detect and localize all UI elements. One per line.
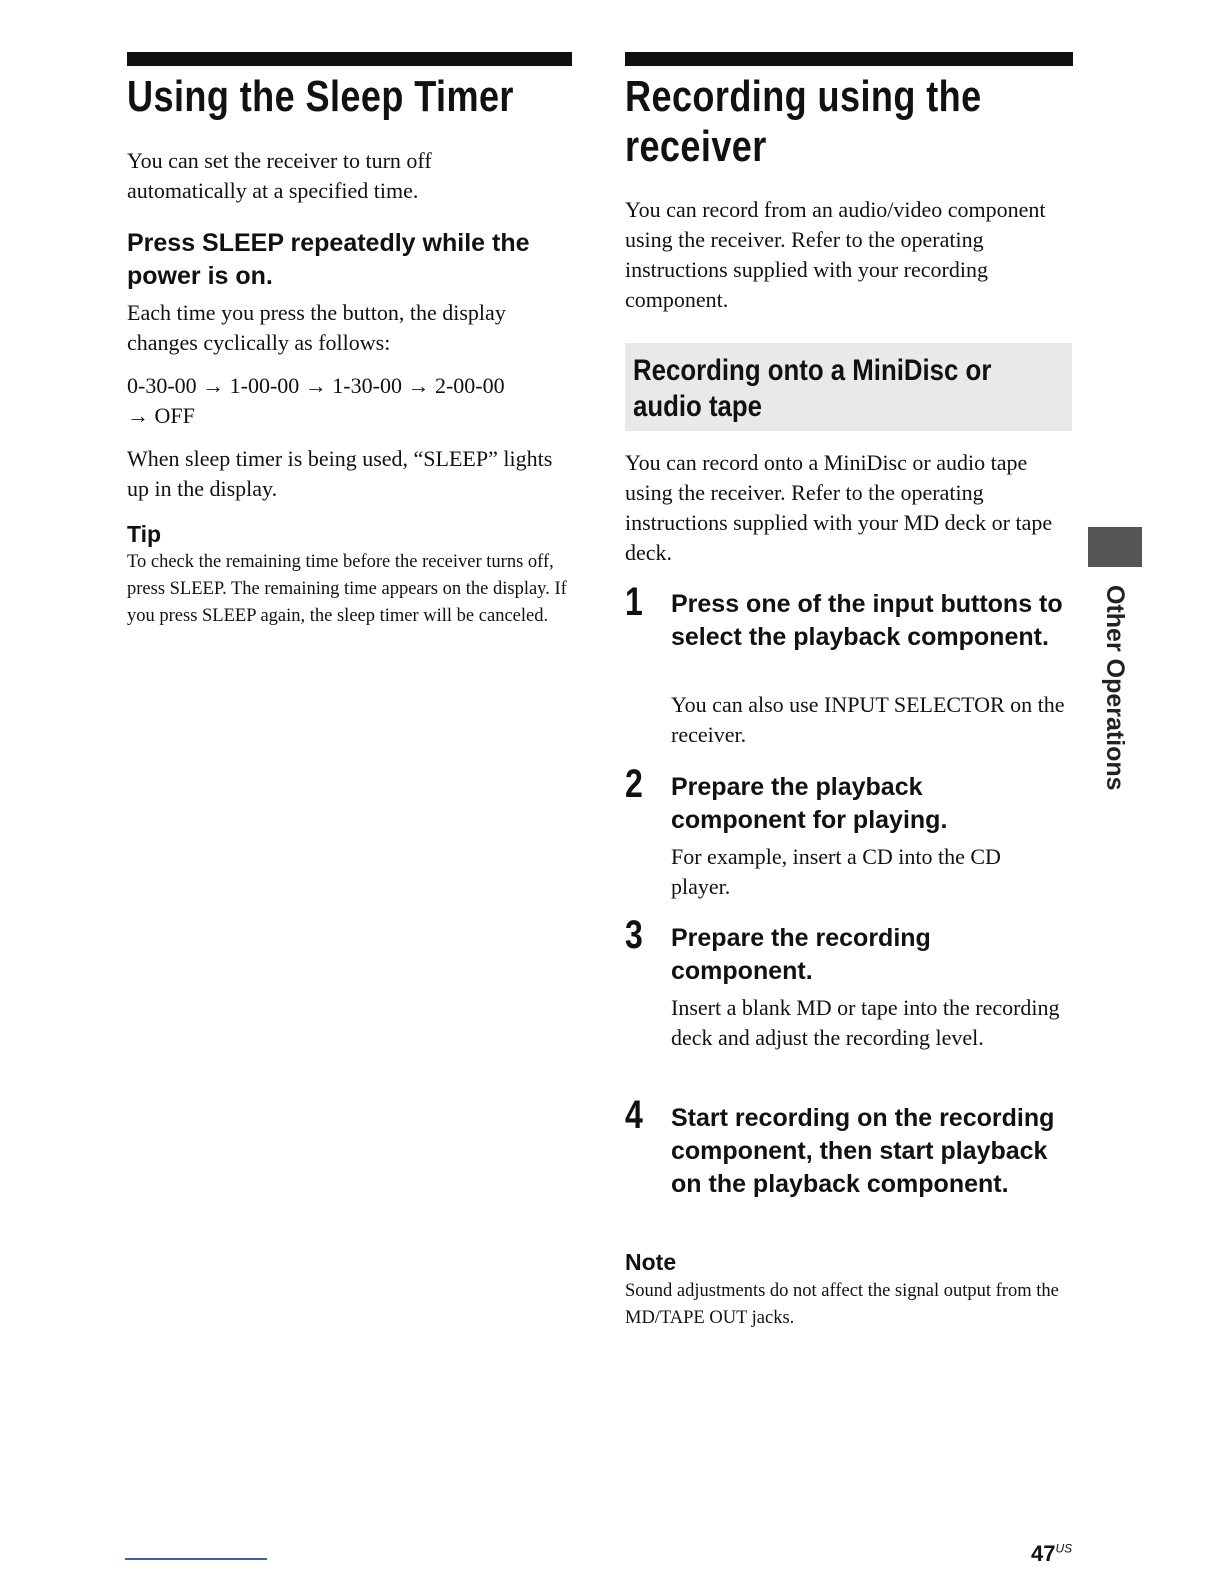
left-tip-label: Tip xyxy=(127,521,162,547)
left-step-heading: Press SLEEP repeatedly while the power is on. xyxy=(127,229,530,290)
side-tab-label: Other Operations xyxy=(1101,585,1129,791)
step-number-1: 1 xyxy=(625,580,643,624)
right-note-text: Sound adjustments do not affect the signal output from the MD/TAPE OUT jacks. xyxy=(625,1281,1059,1328)
step-body-3: Insert a blank MD or tape into the recording deck and adjust the recording level. xyxy=(671,995,1060,1050)
footer-line xyxy=(125,1558,267,1560)
step-heading-4: Start recording on the recording component, then start playback on the playback component. xyxy=(671,1104,1055,1198)
right-sub-intro: You can record onto a MiniDisc or audio tape using the receiver. Refer to the operating instructions supplied with your MD deck or tape deck. xyxy=(625,450,1053,565)
step-heading-3: Prepare the recording component. xyxy=(671,924,931,985)
left-step-body: Each time you press the button, the display changes cyclically as follows: xyxy=(127,300,506,355)
step-body-2: For example, insert a CD into the CD player. xyxy=(671,844,1001,899)
right-subheading-line2: audio tape xyxy=(633,390,763,423)
left-title-rule xyxy=(127,52,572,66)
right-subheading-line1: Recording onto a MiniDisc or xyxy=(633,354,992,387)
left-intro: You can set the receiver to turn off automatically at a specified time. xyxy=(127,148,432,203)
right-note-label: Note xyxy=(625,1249,677,1275)
step-heading-1: Press one of the input buttons to select the playback component. xyxy=(671,590,1063,651)
step-number-2: 2 xyxy=(625,762,643,806)
step-number-3: 3 xyxy=(625,913,643,957)
right-intro: You can record from an audio/video component using the receiver. Refer to the operating instructions supplied with your recording component. xyxy=(625,197,1046,312)
page-number-value: 47 xyxy=(1031,1541,1056,1566)
step-number-4: 4 xyxy=(625,1093,643,1137)
left-sleep-note: When sleep timer is being used, “SLEEP” lights up in the display. xyxy=(127,446,553,501)
left-cycle-line1: 0-30-00 → 1-00-00 → 1-30-00 → 2-00-00 xyxy=(127,373,505,398)
left-tip-text: To check the remaining time before the receiver turns off, press SLEEP. The remaining time appears on the display. If you press SLEEP again, the sleep timer will be canceled. xyxy=(127,552,567,626)
side-tab-marker xyxy=(1088,527,1142,567)
step-heading-2: Prepare the playback component for playing. xyxy=(671,773,948,834)
page-number xyxy=(1031,1541,1072,1567)
right-title-line2: receiver xyxy=(625,122,767,171)
page-number-suffix: US xyxy=(1055,1541,1073,1556)
right-title-rule xyxy=(625,52,1073,66)
left-title: Using the Sleep Timer xyxy=(127,72,514,121)
step-body-1: You can also use INPUT SELECTOR on the receiver. xyxy=(671,692,1065,747)
left-cycle-line2: → OFF xyxy=(127,403,195,428)
right-title-line1: Recording using the xyxy=(625,72,982,121)
